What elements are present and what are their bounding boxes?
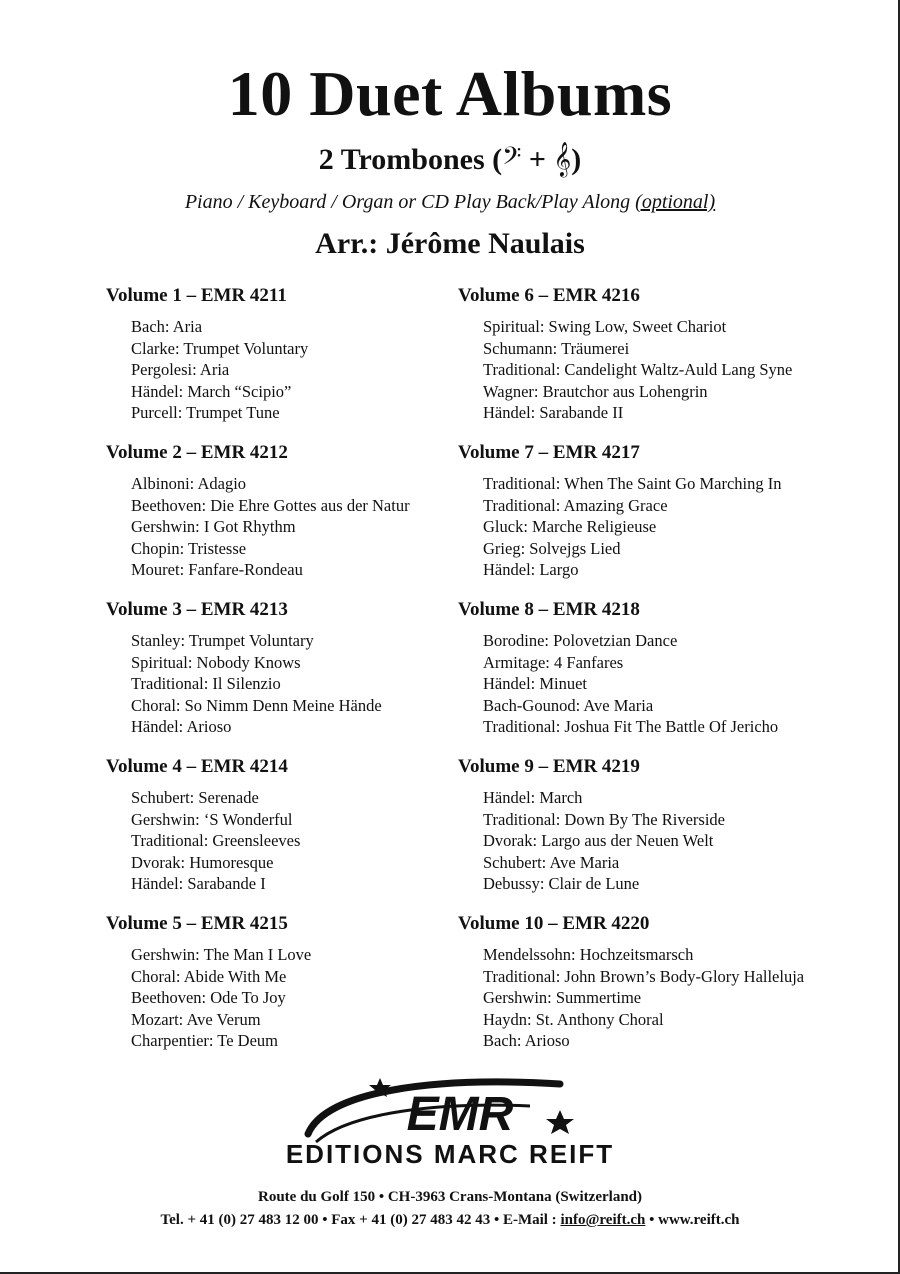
instrumentation-subtitle [0, 140, 900, 180]
piece-item: Händel: Largo [483, 560, 579, 580]
publisher-brand-name: EDITIONS MARC REIFT [285, 1139, 615, 1169]
volumes-column-left [106, 284, 506, 1069]
piece-item: Pergolesi: Aria [131, 360, 230, 380]
accompaniment-text: Piano / Keyboard / Organ or CD Play Back/Play Along [184, 191, 636, 213]
optional-label: (optional) [635, 191, 716, 213]
piece-item: Schubert: Serenade [131, 788, 259, 807]
piece-item: Gershwin: The Man I Love [131, 945, 312, 964]
piece-item: Albinoni: Adagio [131, 474, 247, 493]
treble-clef-icon: 𝄞 [553, 143, 572, 176]
volume-block [106, 598, 506, 755]
volume-block [458, 912, 858, 1069]
piece-item: Händel: Sarabande I [131, 874, 266, 894]
piece-item: Bach: Arioso [483, 1031, 570, 1051]
volume-block [458, 441, 858, 598]
volume-heading: Volume 5 – EMR 4215 [106, 913, 288, 934]
bass-clef-icon: 𝄢 [502, 143, 522, 176]
piece-item: Dvorak: Largo aus der Neuen Welt [483, 831, 714, 851]
piece-item: Gershwin: I Got Rhythm [131, 517, 296, 537]
volume-heading: Volume 2 – EMR 4212 [106, 442, 288, 463]
piece-list [483, 316, 858, 424]
piece-item: Clarke: Trumpet Voluntary [131, 338, 309, 358]
volume-block [106, 755, 506, 912]
piece-item: Choral: Abide With Me [131, 966, 287, 986]
piece-item: Dvorak: Humoresque [131, 852, 274, 872]
publisher-address: Route du Golf 150 • CH-3963 Crans-Montana (Switzerland) [258, 1189, 642, 1205]
piece-list [483, 944, 858, 1052]
volume-heading: Volume 4 – EMR 4214 [106, 756, 288, 777]
volume-block [458, 755, 858, 912]
piece-item: Traditional: John Brown’s Body-Glory Halleluja [483, 966, 805, 986]
piece-item: Grieg: Solvejgs Lied [483, 538, 621, 558]
volume-block [458, 284, 858, 441]
piece-item: Händel: March [483, 788, 583, 807]
piece-list [131, 630, 506, 738]
piece-item: Borodine: Polovetzian Dance [483, 631, 678, 650]
contact-phone-fax: Tel. + 41 (0) 27 483 12 00 • Fax + 41 (0) 27 483 42 43 • E-Mail : [160, 1212, 561, 1228]
piece-item: Traditional: Down By The Riverside [483, 809, 725, 829]
piece-item: Choral: So Nimm Denn Meine Hände [131, 695, 382, 715]
volume-heading: Volume 8 – EMR 4218 [458, 599, 640, 620]
piece-item: Debussy: Clair de Lune [483, 874, 640, 894]
piece-list [131, 787, 506, 895]
volume-heading: Volume 9 – EMR 4219 [458, 756, 640, 777]
piece-item: Händel: Arioso [131, 717, 232, 737]
subtitle-text: 2 Trombones ( [318, 143, 503, 176]
volume-heading: Volume 6 – EMR 4216 [458, 285, 640, 306]
volume-heading: Volume 10 – EMR 4220 [458, 913, 650, 934]
volume-block [458, 598, 858, 755]
piece-list [483, 473, 858, 581]
piece-item: Charpentier: Te Deum [131, 1031, 278, 1051]
piece-item: Beethoven: Die Ehre Gottes aus der Natur [131, 495, 410, 515]
email-link[interactable]: info@reift.ch [560, 1212, 646, 1228]
volume-heading: Volume 1 – EMR 4211 [106, 285, 287, 306]
piece-item: Traditional: Joshua Fit The Battle Of Jericho [483, 717, 779, 737]
accompaniment-note [0, 188, 900, 216]
piece-item: Mendelssohn: Hochzeitsmarsch [483, 945, 694, 964]
piece-item: Stanley: Trumpet Voluntary [131, 631, 314, 650]
piece-item: Mozart: Ave Verum [131, 1009, 261, 1029]
piece-list [131, 944, 506, 1052]
volume-heading: Volume 3 – EMR 4213 [106, 599, 288, 620]
contact-website: • www.reift.ch [645, 1212, 740, 1228]
volume-block [106, 441, 506, 598]
piece-item: Armitage: 4 Fanfares [483, 652, 624, 672]
piece-item: Bach: Aria [131, 317, 203, 336]
piece-item: Schubert: Ave Maria [483, 852, 620, 872]
piece-item: Mouret: Fanfare-Rondeau [131, 560, 303, 580]
piece-list [131, 473, 506, 581]
star-icon [546, 1110, 574, 1134]
piece-list [131, 316, 506, 424]
piece-item: Gershwin: ‘S Wonderful [131, 809, 293, 829]
piece-item: Wagner: Brautchor aus Lohengrin [483, 381, 708, 401]
piece-item: Traditional: When The Saint Go Marching In [483, 474, 782, 493]
volume-block [106, 284, 506, 441]
piece-item: Gluck: Marche Religieuse [483, 517, 657, 537]
piece-list [483, 787, 858, 895]
piece-item: Purcell: Trumpet Tune [131, 403, 280, 423]
piece-item: Beethoven: Ode To Joy [131, 988, 286, 1008]
document-title: 10 Duet Albums [227, 58, 673, 129]
subtitle-close: ) [571, 143, 582, 176]
volume-heading: Volume 7 – EMR 4217 [458, 442, 640, 463]
piece-item: Traditional: Il Silenzio [131, 674, 281, 694]
piece-item: Händel: Minuet [483, 674, 588, 694]
piece-item: Traditional: Amazing Grace [483, 495, 668, 515]
logo-wordmark: EMR [406, 1088, 514, 1141]
piece-item: Traditional: Candelight Waltz-Auld Lang Syne [483, 360, 793, 380]
piece-item: Händel: March “Scipio” [131, 381, 292, 401]
arranger-credit: Arr.: Jérôme Naulais [315, 227, 585, 260]
piece-item: Händel: Sarabande II [483, 403, 624, 423]
piece-item: Spiritual: Nobody Knows [131, 652, 301, 672]
piece-item: Gershwin: Summertime [483, 988, 642, 1008]
piece-item: Bach-Gounod: Ave Maria [483, 695, 654, 715]
piece-item: Haydn: St. Anthony Choral [483, 1009, 664, 1029]
piece-list [483, 630, 858, 738]
piece-item: Spiritual: Swing Low, Sweet Chariot [483, 317, 727, 336]
piece-item: Chopin: Tristesse [131, 538, 247, 558]
publisher-contact [0, 1209, 900, 1231]
volume-block [106, 912, 506, 1069]
subtitle-plus: + [521, 143, 554, 176]
piece-item: Traditional: Greensleeves [131, 831, 301, 851]
piece-item: Schumann: Träumerei [483, 338, 630, 358]
volumes-column-right [458, 284, 858, 1069]
